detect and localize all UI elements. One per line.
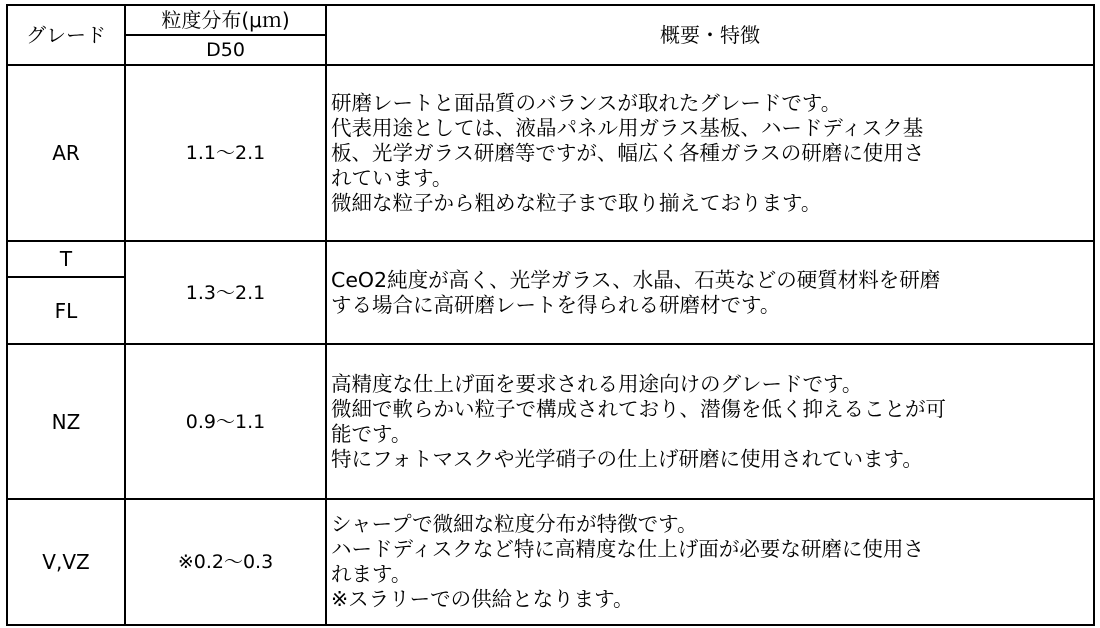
grade-cell: V,VZ — [7, 499, 125, 625]
header-grade: グレード — [7, 5, 125, 65]
size-cell: 0.9～1.1 — [125, 344, 326, 499]
description-line: 高精度な仕上げ面を要求される用途向けのグレードです。 — [331, 371, 863, 396]
description-line: ※スラリーでの供給となります。 — [331, 587, 634, 611]
grade-cell: NZ — [7, 344, 125, 499]
description-line: する場合に高研磨レートを得られる研磨材です。 — [331, 292, 781, 317]
description-line: 代表用途としては、液晶パネル用ガラス基板、ハードディスク基 — [331, 115, 924, 140]
description-line: れています。 — [331, 165, 453, 190]
description-line: 研磨レートと面品質のバランスが取れたグレードです。 — [331, 90, 842, 115]
description-line: CeO2純度が高く、光学ガラス、水晶、石英などの硬質材料を研磨 — [331, 267, 941, 292]
description-line: れます。 — [331, 562, 412, 586]
size-cell: 1.1～2.1 — [125, 65, 326, 241]
description-cell — [326, 65, 1094, 241]
size-cell: ※0.2～0.3 — [125, 499, 326, 625]
description-line: 板、光学ガラス研磨等ですが、幅広く各種ガラスの研磨に使用さ — [331, 140, 925, 165]
grade-cell: T — [7, 241, 125, 277]
product-grade-table — [6, 4, 1095, 626]
grade-cell: FL — [7, 277, 125, 344]
header-overview: 概要・特徴 — [326, 5, 1094, 65]
header-particle-size: 粒度分布(μｍ) — [125, 5, 326, 35]
description-cell — [326, 499, 1094, 625]
description-line: 能です。 — [331, 421, 412, 446]
description-cell — [326, 344, 1094, 499]
description-line: 特にフォトマスクや光学硝子の仕上げ研磨に使用されています。 — [331, 446, 923, 471]
description-cell — [326, 241, 1094, 344]
size-cell: 1.3～2.1 — [125, 241, 326, 344]
header-d50: D50 — [125, 35, 326, 65]
description-line: ハードディスクなど特に高精度な仕上げ面が必要な研磨に使用さ — [331, 537, 924, 561]
grade-cell: AR — [7, 65, 125, 241]
description-line: 微細で軟らかい粒子で構成されており、潜傷を低く抑えることが可 — [331, 396, 946, 421]
description-line: シャープで微細な粒度分布が特徴です。 — [331, 512, 698, 536]
description-line: 微細な粒子から粗めな粒子まで取り揃えております。 — [331, 190, 822, 215]
